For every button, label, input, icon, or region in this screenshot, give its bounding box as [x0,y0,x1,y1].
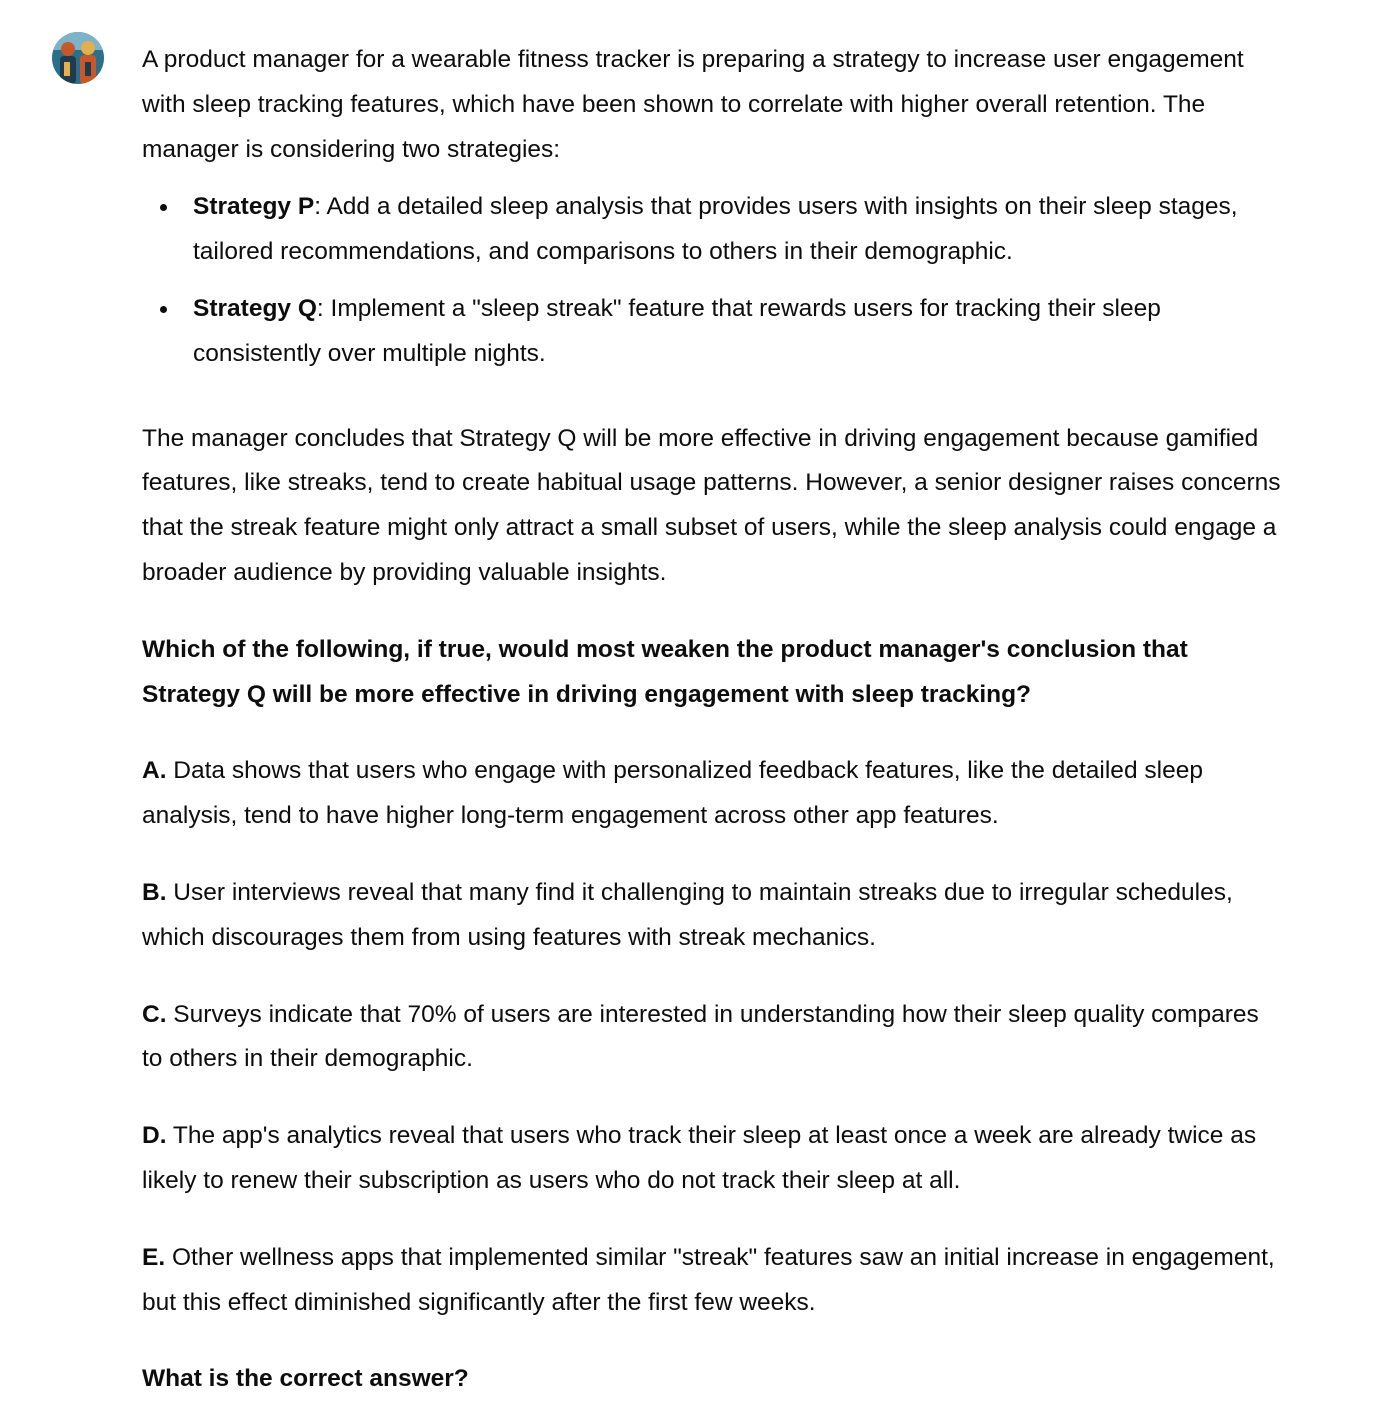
option-text: The app's analytics reveal that users who track their sleep at least once a week are already twice as likely to renew their subscription as users who do not track their sleep at all. [142,1122,1257,1194]
strategy-name: Strategy Q [193,294,317,322]
user-avatar-icon [52,32,104,84]
answer-prompt: What is the correct answer? [142,1365,469,1393]
option-letter: B. [142,878,167,906]
strategy-item [193,185,1282,275]
strategy-text: : Add a detailed sleep analysis that provides users with insights on their sleep stages, tailored recommendations, and comparisons to others in their demographic. [193,193,1238,266]
option-b [142,871,1282,961]
option-letter: A. [142,757,167,785]
option-letter: C. [142,1000,167,1028]
option-c [142,993,1282,1083]
question-text: Which of the following, if true, would most weaken the product manager's conclusion that Strategy Q will be more effective in driving engagement with sleep tracking? [142,635,1188,708]
option-e [142,1236,1282,1326]
option-text: Data shows that users who engage with personalized feedback features, like the detailed sleep analysis, tend to have higher long-term engagement across other app features. [142,757,1203,830]
option-d [142,1114,1282,1204]
user-avatar[interactable] [52,32,104,84]
intro-paragraph: A product manager for a wearable fitness tracker is preparing a strategy to increase user engagement with sleep tracking features, which have been shown to correlate with higher overall retention. The manager is considering two strategies: [142,46,1244,163]
conclusion-paragraph: The manager concludes that Strategy Q will be more effective in driving engagement because gamified features, like streaks, tend to create habitual usage patterns. However, a senior designer raises concerns that the streak feature might only attract a small subset of users, while the sleep analysis could engage a broader audience by providing valuable insights. [142,424,1281,586]
option-text: Other wellness apps that implemented similar "streak" features saw an initial increase in engagement, but this effect diminished significantly after the first few weeks. [142,1243,1275,1316]
option-text: Surveys indicate that 70% of users are interested in understanding how their sleep quality compares to others in their demographic. [142,1000,1259,1073]
strategy-text: : Implement a "sleep streak" feature that rewards users for tracking their sleep consistently over multiple nights. [193,294,1161,367]
option-letter: D. [142,1122,167,1150]
strategy-name: Strategy P [193,193,315,221]
strategy-list [142,185,1282,376]
option-text: User interviews reveal that many find it challenging to maintain streaks due to irregular schedules, which discourages them from using features with streak mechanics. [142,878,1233,951]
option-a [142,749,1282,839]
strategy-item [193,287,1282,377]
message-content [142,38,1282,1402]
option-letter: E. [142,1243,166,1271]
